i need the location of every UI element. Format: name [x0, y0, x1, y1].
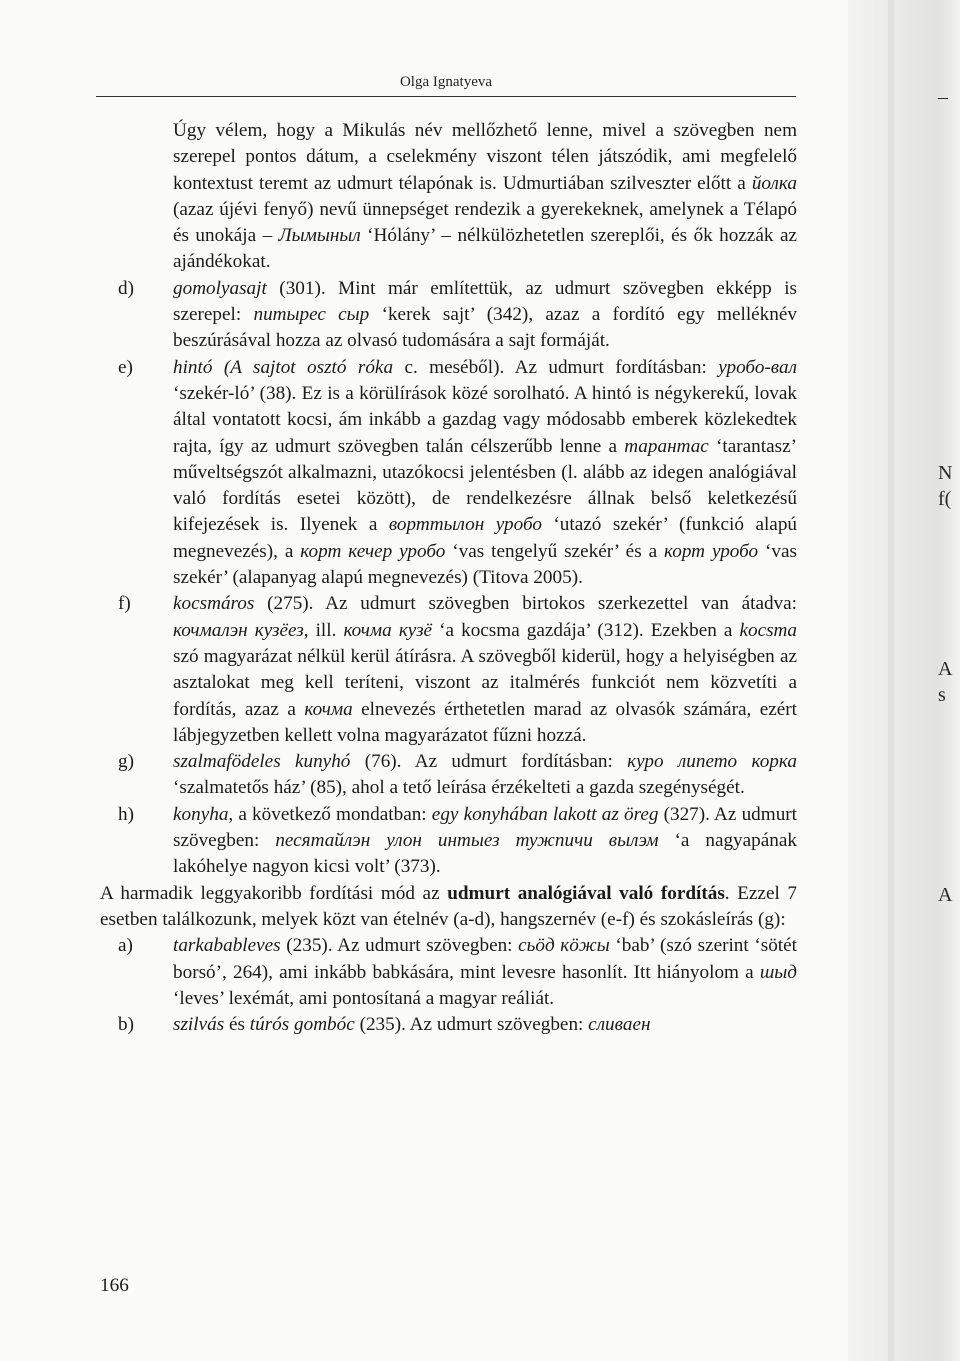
italic-run: túrós gombóc: [249, 1014, 355, 1036]
italic-run: уробо-вал: [718, 356, 797, 378]
text-run: ‘szalmatetős ház’ (85), ahol a tető leírása érzékelteti a gazda szegénységét.: [173, 777, 745, 799]
text-run: és: [224, 1014, 250, 1036]
text-run: ‘vas szekér’ (alapanyag alapú megnevezés) (Titova 2005).: [173, 540, 798, 589]
text-run: (235). Az udmurt szövegben:: [280, 935, 519, 957]
paragraph: [100, 881, 797, 934]
text-run: ‘kerek sajt’ (342), azaz a fordító egy melléknév beszúrásával hozza az olvasó tudomására a sajt formáját.: [173, 304, 797, 352]
italic-run: kocsmáros: [173, 593, 255, 615]
italic-run: кочма кузё: [343, 619, 433, 641]
text-run: ‘a kocsma gazdája’ (312). Ezekben a: [432, 619, 740, 641]
list-item: [100, 355, 797, 592]
text-run: (327). Az udmurt szövegben:: [173, 803, 798, 852]
italic-run: тарантас: [624, 435, 709, 457]
text-run: ‘bab’ (szó szerint ‘sötét borsó’, 264), ami inkább babkására, mint levesre hasonlít. Itt hiányolom a: [173, 935, 797, 983]
italic-run: gomolyasajt: [173, 277, 267, 299]
list-item: [100, 591, 797, 749]
text-run: (azaz újévi fenyő) nevű ünnepséget rendezik a gyerekeknek, amelynek a Télapó és unokája –: [173, 198, 797, 247]
italic-run: konyha: [173, 803, 229, 825]
text-run: szó magyarázat nélkül kerül átírásra. A szövegből kiderül, hogy a helyiségben az asztalokat meg kell teríteni, viszont az italmérés funkciót nem közvetíti a fordítás, azaz a: [173, 645, 797, 720]
italic-run: корт кечер уробо: [300, 540, 446, 562]
text-run: ‘szekér-ló’ (38). Ez is a körülírások közé sorolható. A hintó is négykerekű, lovak által vontatott kocsi, ám inkább a gazdag vagy módosabb emberek közlekedtek rajta, így az udmurt szövegben talán célszerűbb lenne a: [173, 382, 797, 457]
edge-fragment: A: [938, 884, 953, 906]
edge-fragment: s: [938, 684, 946, 706]
item-list-2: [100, 933, 797, 1038]
text-run: (275). Az udmurt szövegben birtokos szerkezettel van átadva:: [254, 593, 797, 615]
italic-run: куро липето корка: [627, 751, 797, 773]
body-text: [100, 118, 797, 1038]
text-run: A harmadik leggyakoribb fordítási mód az: [100, 882, 448, 904]
italic-run: szalmafödeles kunyhó: [173, 751, 351, 773]
text-run: (235). Az udmurt szövegben:: [354, 1014, 589, 1036]
list-item-label: f): [118, 593, 131, 615]
italic-run: сьӧд кӧжы: [518, 935, 610, 957]
italic-run: песятайлэн улон интыез тужпичи вылэм: [275, 830, 659, 852]
edge-fragment: –: [938, 86, 948, 108]
list-item-label: g): [118, 751, 134, 773]
text-run: ‘leves’ lexémát, ami pontosítaná a magyar reáliát.: [173, 987, 555, 1009]
list-item: [100, 933, 797, 1012]
italic-run: сливаен: [588, 1014, 651, 1036]
list-item-label: a): [118, 935, 133, 957]
text-run: (301). Mint már említettük, az udmurt szövegben ekképp is szerepel:: [173, 277, 797, 326]
italic-run: tarkabableves: [173, 935, 281, 957]
italic-run: кочмалэн кузёез: [173, 619, 304, 641]
list-item: [100, 1012, 797, 1038]
running-header: Olga Ignatyeva: [399, 74, 493, 90]
text-run: , ill.: [303, 619, 344, 641]
italic-run: szilvás: [173, 1014, 225, 1036]
text-run: ‘a nagyapának lakóhelye nagyon kicsi volt’ (373).: [173, 830, 797, 878]
edge-fragment: A: [938, 658, 953, 680]
text-run: ‘vas tengelyű szekér’ és a: [445, 540, 664, 562]
italic-run: йолка: [751, 172, 797, 194]
item-list-1: [100, 276, 797, 881]
list-item-label: h): [118, 803, 134, 825]
text-run: ‘Hólány’ – nélkülözhetetlen szereplői, és ők hozzák az ajándékokat.: [173, 225, 797, 273]
text-run: elnevezés érthetetlen marad az olvasók számára, ezért lábjegyzetben kellett volna magyarázatot fűzni hozzá.: [173, 698, 797, 746]
list-item-label: e): [118, 356, 133, 378]
list-item: [100, 802, 797, 881]
text-run: . Ezzel 7 esetben találkozunk, melyek közt van ételnév (a-d), hangszernév (e-f) és szokásleírás (g):: [100, 882, 797, 930]
adjacent-page-edge: [848, 0, 960, 1361]
page-gutter-shadow: [888, 0, 894, 1361]
italic-run: кочма: [304, 698, 353, 720]
list-item-label: d): [118, 277, 134, 299]
italic-run: Лымыныл: [278, 225, 361, 247]
italic-run: kocsma: [739, 619, 798, 641]
text-run: ‘tarantasz’ műveltségszót alkalmazni, utazókocsi jelentésben (l. alább az idegen analógiával való fordítás esetei között), de rendelkezésre állnak belső keletkezésű kifejezések is. Ilyenek a: [173, 435, 797, 536]
list-item-label: b): [118, 1014, 134, 1036]
edge-fragment: N: [938, 462, 953, 484]
italic-run: hintó (A sajtot osztó róka: [173, 356, 394, 378]
list-item: [100, 276, 797, 355]
text-run: , a következő mondatban:: [228, 803, 432, 825]
paragraph: [100, 118, 797, 276]
text-run: Úgy vélem, hogy a Mikulás név mellőzhető lenne, mivel a szövegben nem szerepel pontos dátum, a cselekmény viszont télen játszódik, ami megfelelő kontextust teremt az udmurt télapónak is. Udmurtiában szilveszter előtt a: [173, 120, 797, 194]
italic-run: egy konyhában lakott az öreg: [431, 803, 659, 825]
italic-run: питырес сыр: [253, 304, 370, 326]
italic-run: корт уробо: [664, 540, 759, 562]
text-run: c. meséből). Az udmurt fordításban:: [393, 356, 719, 378]
italic-run: шыд: [759, 961, 797, 983]
page-number: 166: [100, 1275, 129, 1296]
bold-run: udmurt analógiával való fordítás: [447, 882, 725, 904]
text-run: ‘utazó szekér’ (funkció alapú megnevezés), a: [173, 514, 798, 562]
text-run: (76). Az udmurt fordításban:: [350, 751, 628, 773]
list-item: [100, 749, 797, 802]
italic-run: ворттылон уробо: [388, 514, 542, 536]
header-rule: [96, 96, 796, 97]
edge-fragment: f(: [938, 488, 952, 510]
